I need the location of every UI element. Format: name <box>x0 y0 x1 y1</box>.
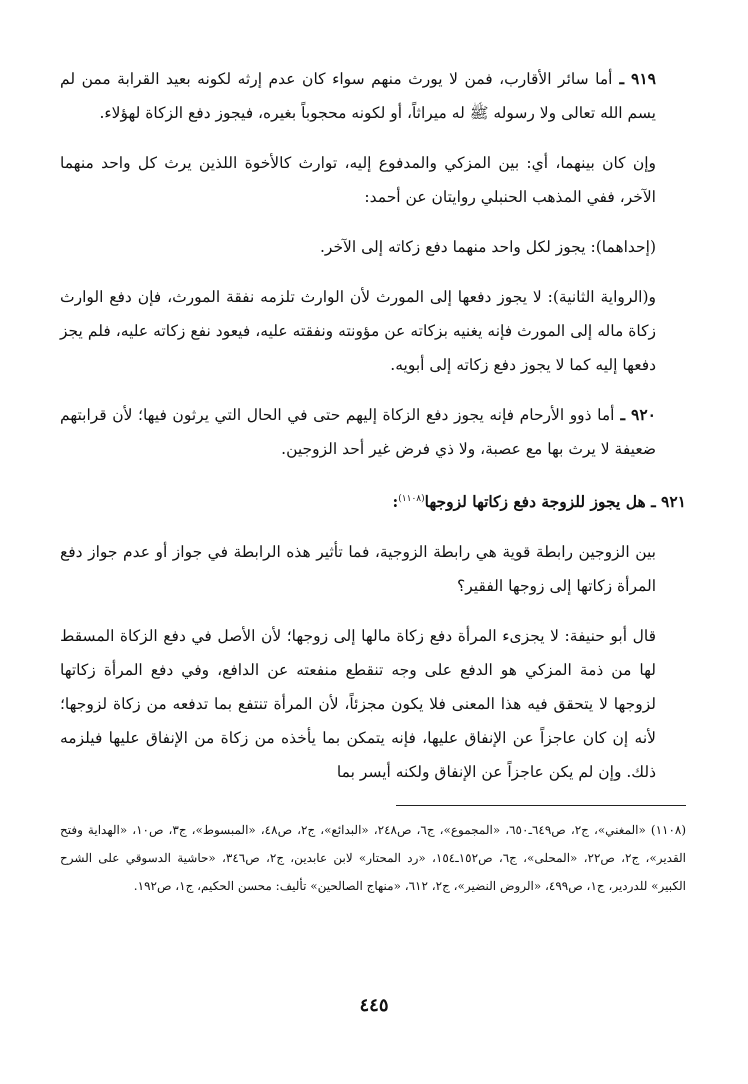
paragraph-spouses <box>60 535 686 603</box>
paragraph-text: قال أبو حنيفة: لا يجزىء المرأة دفع زكاة مالها إلى زوجها؛ لأن الأصل في دفع الزكاة المسقط لها من ذمة المزكي هو الدفع على وجه تنقطع منفعته عن الدافع، وفي دفع المرأة زكاتها لزوجها لا يتحقق فيه هذا المعنى فلا يكون مجزئاً، لأن المرأة تنتفع بما تدفعه من زكاة لزوجها؛ لأنه إن كان عاجزاً عن الإنفاق عليها، فإنه يتمكن بما يأخذه من زكاة من الإنفاق عليها فيلزمه ذلك. وإن لم يكن عاجزاً عن الإنفاق ولكنه أيسر بما <box>60 627 656 782</box>
paragraph-first-narration <box>60 230 686 264</box>
heading-text: ٩٢١ ـ هل يجوز للزوجة دفع زكاتها لزوجها <box>424 492 686 512</box>
paragraph-920 <box>60 398 686 466</box>
paragraph-abu-hanifa <box>60 619 686 789</box>
heading-tail: : <box>392 492 399 512</box>
paragraph-text: بين الزوجين رابطة قوية هي رابطة الزوجية، فما تأثير هذه الرابطة في جواز أو عدم جواز دفع المرأة زكاتها إلى زوجها الفقير؟ <box>60 543 656 596</box>
paragraph-text: وإن كان بينهما، أي: بين المزكي والمدفوع إليه، توارث كالأخوة اللذين يرث كل واحد منهما الآخر، ففي المذهب الحنبلي روايتان عن أحمد: <box>60 154 656 206</box>
footnote-text: (١١٠٨) «المغني»، ج٢، ص٦٤٩ـ٦٥٠، «المجموع»، ج٦، ص٢٤٨، «البدائع»، ج٢، ص٤٨، «المبسوط»، ج٣، ص١٠، «الهداية وفتح القدير»، ج٢، ص٢٢، «المحلى»، ج٦، ص١٥٢ـ١٥٤، «رد المحتار» لابن عابدين، ج٢، ص٣٤٦، «حاشية الدسوقي على الشرح الكبير» للدردير، ج١، ص٤٩٩، «الروض النضير»، ج٢، ٦١٢، «منهاج الصالحين» تأليف: محسن الحكيم، ج١، ص١٩٢. <box>60 823 687 894</box>
section-heading-921 <box>60 482 686 519</box>
footnote-ref: (١١٠٨) <box>398 494 425 504</box>
paragraph-inheritance <box>60 146 686 214</box>
paragraph-text: أما سائر الأقارب، فمن لا يورث منهم سواء كان عدم إرثه لكونه بعيد القرابة ممن لم يسم الله تعالى ولا رسوله ﷺ له ميراثاً، أو لكونه محجوباً بغيره، فيجوز دفع الزكاة لهؤلاء. <box>60 70 656 122</box>
paragraph-second-narration <box>60 280 686 382</box>
item-number: ٩٢٠ ـ <box>614 405 656 424</box>
paragraph-text: و(الرواية الثانية): لا يجوز دفعها إلى المورث لأن الوارث تلزمه نفقة المورث، فإن دفع الوارث زكاة ماله إلى المورث فإنه يغنيه بزكاته عن مؤونته ونفقته عليه، فيعود نفع زكاته عليه، فلم يجز دفعها إليه كما لا يجوز دفع زكاته إلى أبويه. <box>60 288 656 374</box>
paragraph-919 <box>60 62 686 130</box>
footnote <box>60 816 686 900</box>
paragraph-text: أما ذوو الأرحام فإنه يجوز دفع الزكاة إليهم حتى في الحال التي يرثون فيها؛ لأن قرابتهم ضعيفة لا يرث بها مع عصبة، ولا ذي فرض غير أحد الزوجين. <box>60 406 656 458</box>
item-number: ٩١٩ ـ <box>612 69 656 88</box>
page-body <box>60 62 686 900</box>
footnote-divider <box>396 805 686 806</box>
paragraph-text: (إحداهما): يجوز لكل واحد منهما دفع زكاته إلى الآخر. <box>320 238 656 256</box>
page-number: ٤٤٥ <box>359 995 389 1016</box>
